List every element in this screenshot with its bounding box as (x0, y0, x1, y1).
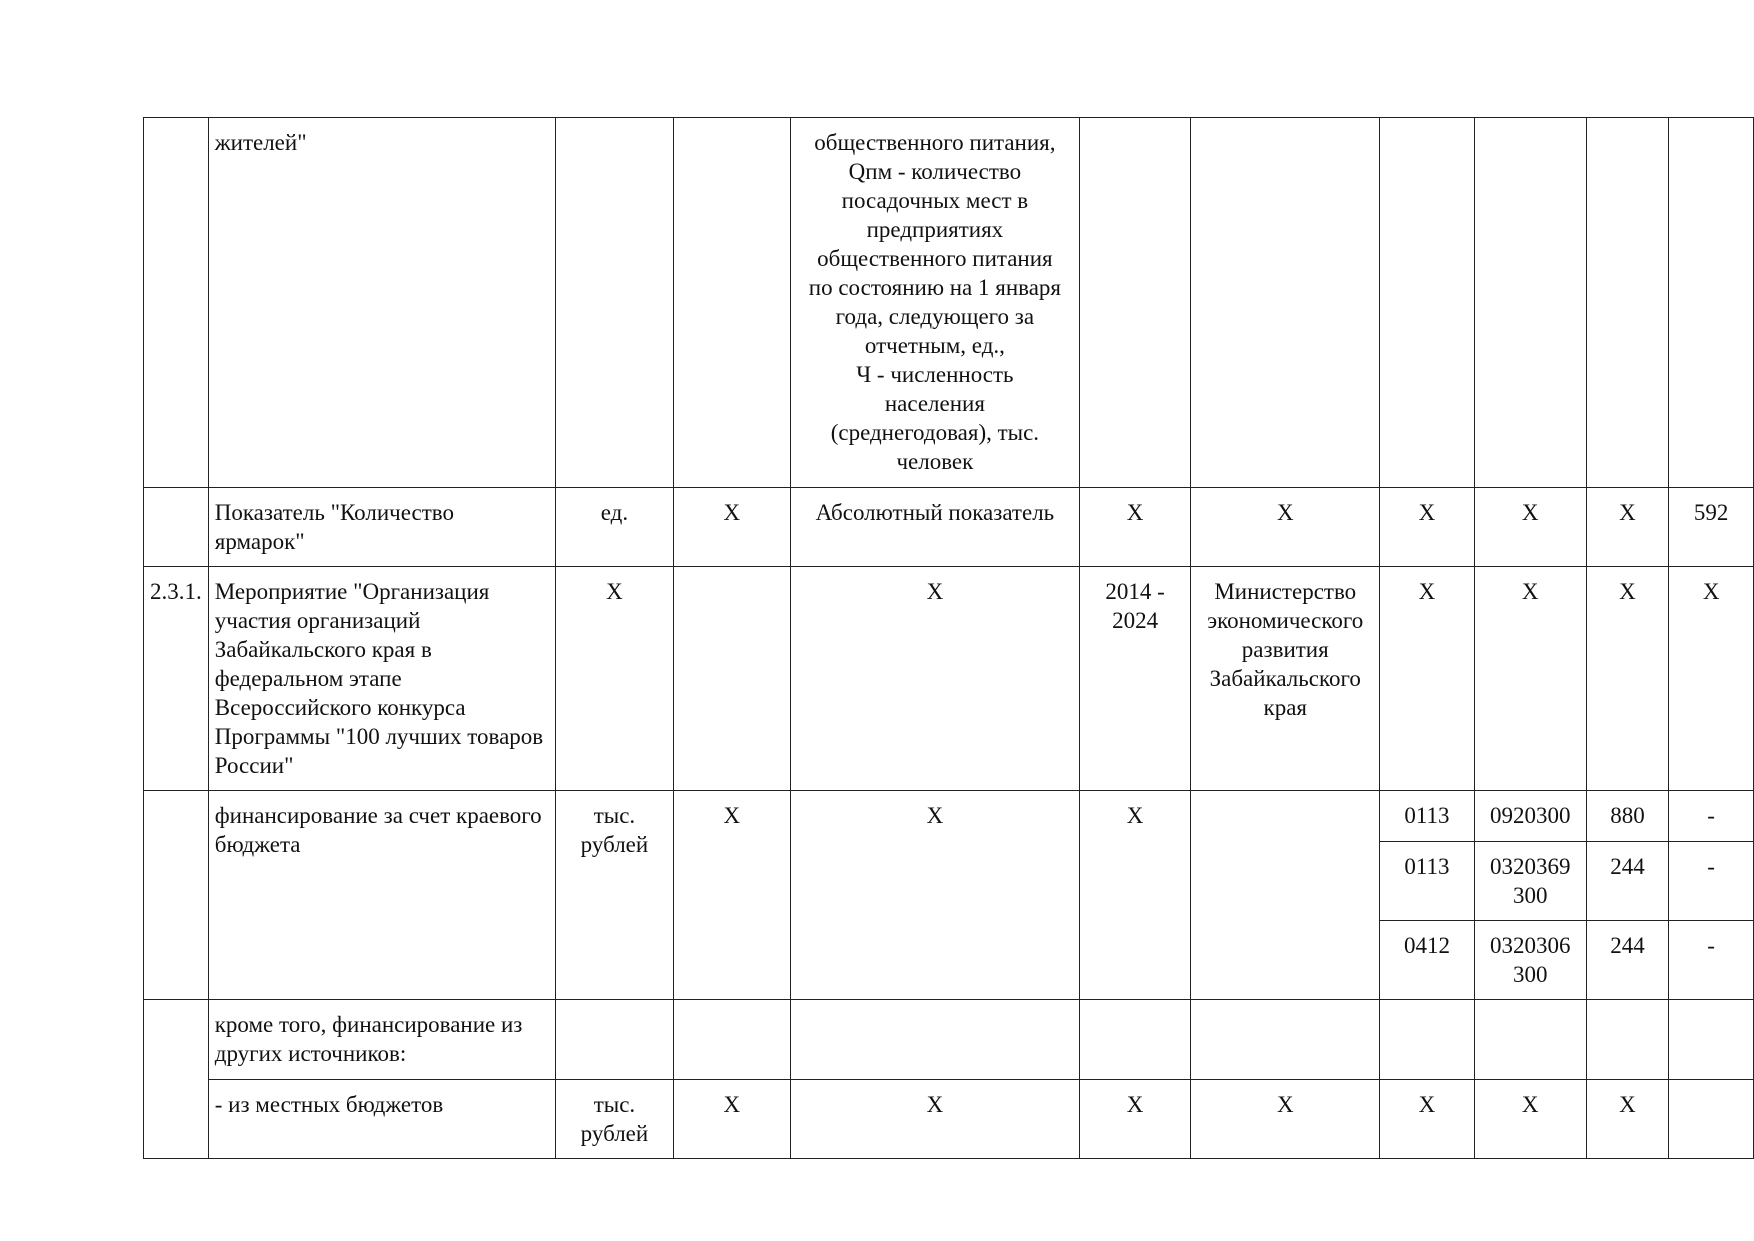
formula-line: Qпм - количество (848, 159, 1022, 184)
cell-col8 (1474, 1000, 1586, 1080)
cell-col5: X (1079, 1080, 1191, 1159)
cell-unit (556, 1000, 674, 1080)
cell-col6 (1191, 791, 1380, 1000)
formula-line: предприятиях (866, 217, 1004, 242)
cell-col9: X (1586, 488, 1669, 567)
cell-unit (556, 118, 674, 488)
formula-line: Ч - численность (856, 362, 1014, 387)
cell-col9: 244 (1586, 842, 1669, 921)
formula-line: общественного питания, (814, 130, 1056, 155)
cell-col8: X (1474, 488, 1586, 567)
cell-col9 (1586, 1000, 1669, 1080)
cell-method (790, 1000, 1079, 1080)
cell-col6 (1191, 118, 1380, 488)
cell-name: кроме того, финансирование из других источников: (208, 1000, 555, 1080)
cell-col10: X (1669, 567, 1754, 791)
cell-col5: X (1079, 488, 1191, 567)
cell-number: 2.3.1. (144, 567, 209, 791)
cell-col8 (1474, 118, 1586, 488)
formula-line: (среднегодовая), тыс. (830, 420, 1040, 445)
cell-col8: 0920300 (1474, 791, 1586, 842)
program-table (143, 117, 1754, 1159)
cell-period: 2014 - 2024 (1079, 567, 1191, 791)
formula-line: населения (884, 391, 985, 416)
cell-col9: 880 (1586, 791, 1669, 842)
formula-line: общественного питания (817, 246, 1053, 271)
cell-number (144, 791, 209, 1000)
formula-line: посадочных мест в (841, 188, 1029, 213)
cell-number (144, 118, 209, 488)
cell-col10: - (1669, 921, 1754, 1000)
cell-col9: X (1586, 1080, 1669, 1159)
cell-executor: Министерство экономического развития Забайкальского края (1191, 567, 1380, 791)
cell-col8: X (1474, 1080, 1586, 1159)
cell-col5 (1079, 1000, 1191, 1080)
cell-col3: X (673, 488, 790, 567)
cell-col6 (1191, 1000, 1380, 1080)
formula-line: отчетным, ед., (864, 333, 1005, 358)
cell-col7: 0113 (1380, 842, 1475, 921)
cell-col10: 592 (1669, 488, 1754, 567)
formula-line: по состоянию на 1 января (808, 275, 1062, 300)
cell-col7: 0113 (1380, 791, 1475, 842)
cell-name: жителей" (208, 118, 555, 488)
cell-name: Мероприятие "Организация участия организаций Забайкальского края в федеральном этапе Всероссийского конкурса Программы "100 лучших товаров России" (208, 567, 555, 791)
cell-col3 (673, 118, 790, 488)
formula-line: года, следующего за (835, 304, 1035, 329)
cell-method: X (790, 791, 1079, 1000)
cell-col3: X (673, 1080, 790, 1159)
cell-unit: ед. (556, 488, 674, 567)
cell-col10 (1669, 118, 1754, 488)
cell-col6: X (1191, 1080, 1380, 1159)
formula-line: человек (896, 449, 974, 474)
table-row (144, 567, 1754, 791)
table-row (144, 118, 1754, 488)
cell-col3: X (673, 791, 790, 1000)
cell-col10: - (1669, 842, 1754, 921)
cell-unit: X (556, 567, 674, 791)
cell-name: финансирование за счет краевого бюджета (208, 791, 555, 1000)
cell-col9: X (1586, 567, 1669, 791)
cell-col7: X (1380, 488, 1475, 567)
cell-col7: 0412 (1380, 921, 1475, 1000)
cell-formula (790, 118, 1079, 488)
cell-unit: тыс. рублей (556, 1080, 674, 1159)
cell-unit: тыс. рублей (556, 791, 674, 1000)
cell-col7: X (1380, 567, 1475, 791)
table-row (144, 1080, 1754, 1159)
cell-name: - из местных бюджетов (208, 1080, 555, 1159)
cell-col3 (673, 567, 790, 791)
cell-col9 (1586, 118, 1669, 488)
cell-col8: 0320306 300 (1474, 921, 1586, 1000)
cell-col10: - (1669, 791, 1754, 842)
cell-col9: 244 (1586, 921, 1669, 1000)
table-row (144, 791, 1754, 842)
cell-number (144, 1000, 209, 1159)
cell-col8: X (1474, 567, 1586, 791)
cell-col7: X (1380, 1080, 1475, 1159)
cell-method: X (790, 1080, 1079, 1159)
cell-col6: X (1191, 488, 1380, 567)
cell-col5 (1079, 118, 1191, 488)
table-row (144, 1000, 1754, 1080)
table-row (144, 488, 1754, 567)
cell-number (144, 488, 209, 567)
cell-method: X (790, 567, 1079, 791)
cell-col5: X (1079, 791, 1191, 1000)
cell-col3 (673, 1000, 790, 1080)
cell-method: Абсолютный показатель (790, 488, 1079, 567)
cell-name: Показатель "Количество ярмарок" (208, 488, 555, 567)
cell-col8: 0320369 300 (1474, 842, 1586, 921)
cell-col7 (1380, 1000, 1475, 1080)
cell-col10 (1669, 1000, 1754, 1080)
cell-col7 (1380, 118, 1475, 488)
cell-col10 (1669, 1080, 1754, 1159)
